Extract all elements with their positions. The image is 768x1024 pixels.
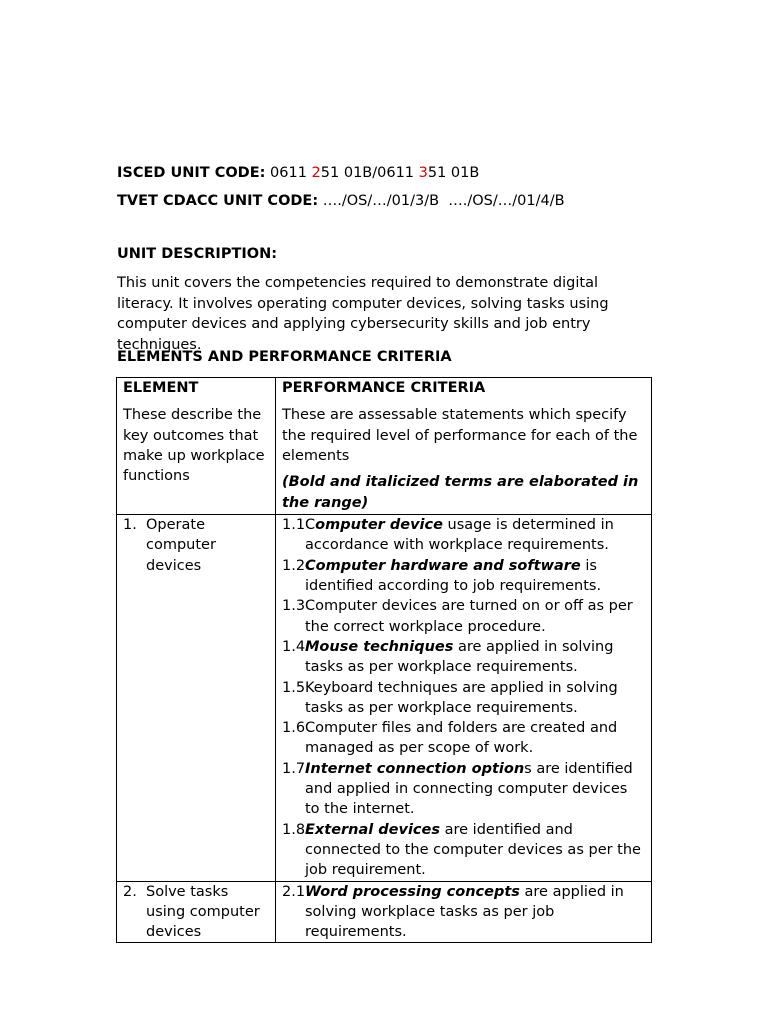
criterion-text: are identified and connected to the computer devices as per the job requirement. [305,821,641,879]
isced-label: ISCED UNIT CODE: [117,165,266,181]
unit-description-text: This unit covers the competencies required to demonstrate digital literacy. It involves operating computer devices, solving tasks using computer devices and applying cybersecurity skills and job entry techniques. [117,275,609,353]
criterion-1-7 [282,759,645,820]
element-item [123,882,269,943]
criterion-text: C [305,517,316,534]
criterion-1-5 [282,678,645,719]
criterion-term: Internet connection option [305,760,525,777]
criterion-1-4 [282,637,645,678]
isced-unit-code [117,163,565,191]
criterion-number: 1.2 [282,557,306,574]
element-header: ELEMENT [123,380,199,396]
element-item [123,515,269,576]
criterion-number: 2.1 [282,883,306,900]
criteria-description: These are assessable statements which specify the required level of performance for each of the elements [282,407,638,464]
table-row [117,515,652,881]
criterion-text: Computer files and folders are created and managed as per scope of work. [305,720,618,757]
isced-part-1: 0611 [270,165,312,181]
tvet-value: …./OS/…/01/3/B …./OS/…/01/4/B [322,193,565,209]
table-header-row [117,378,652,515]
criterion-1-3 [282,596,645,637]
criteria-header: PERFORMANCE CRITERIA [282,380,486,396]
criterion-1-8 [282,820,645,881]
criterion-text: Computer devices are turned on or off as per the correct workplace procedure. [305,598,633,635]
criterion-text: are applied in solving tasks as per workplace requirements. [305,638,614,676]
criterion-number: 1.1 [282,517,306,534]
unit-description-heading: UNIT DESCRIPTION: [117,246,278,262]
criterion-text: usage is determined in accordance with workplace requirements. [305,517,614,554]
elements-heading: ELEMENTS AND PERFORMANCE CRITERIA [117,349,452,365]
tvet-unit-code [117,191,565,219]
criterion-text: Keyboard techniques are applied in solving tasks as per workplace requirements. [305,679,618,716]
element-label: Solve tasks using computer devices [146,883,260,941]
criterion-term: External devices [305,821,440,838]
element-cell [117,881,276,943]
element-description: These describe the key outcomes that make up workplace functions [123,407,265,485]
criterion-2-1 [282,882,645,943]
criterion-number: 1.3 [282,598,306,615]
elements-table [116,377,652,943]
unit-codes [117,163,565,219]
criterion-text: is identified according to job requirements. [305,557,602,595]
criterion-1-6 [282,718,645,759]
element-number: 1. [123,517,137,534]
criterion-term: Word processing concepts [305,883,520,900]
criteria-note: (Bold and italicized terms are elaborated in the range) [282,474,639,512]
isced-part-2: 51 01B/0611 [320,165,419,181]
criterion-number: 1.8 [282,821,306,838]
isced-red-2: 3 [418,165,428,181]
criteria-cell [276,881,652,943]
criterion-text: are applied in solving workplace tasks as per job requirements. [305,883,624,941]
isced-red-1: 2 [311,165,321,181]
criterion-number: 1.4 [282,638,306,655]
element-cell [117,515,276,881]
criterion-1-2 [282,556,645,597]
criterion-term: Computer hardware and software [305,557,581,574]
criterion-1-1 [282,515,645,556]
criterion-number: 1.7 [282,760,306,777]
isced-part-3: 51 01B [427,165,480,181]
table-row [117,881,652,943]
criterion-term: Mouse techniques [305,638,454,655]
element-label: Operate computer devices [146,517,216,574]
criterion-term: omputer device [315,517,443,534]
criteria-cell [276,515,652,881]
criterion-number: 1.6 [282,720,306,737]
criteria-header-cell [276,378,652,515]
element-header-cell [117,378,276,515]
element-number: 2. [123,883,137,900]
tvet-label: TVET CDACC UNIT CODE: [117,193,319,209]
criterion-number: 1.5 [282,679,306,696]
criterion-text: s are identified and applied in connecting computer devices to the internet. [305,760,633,818]
